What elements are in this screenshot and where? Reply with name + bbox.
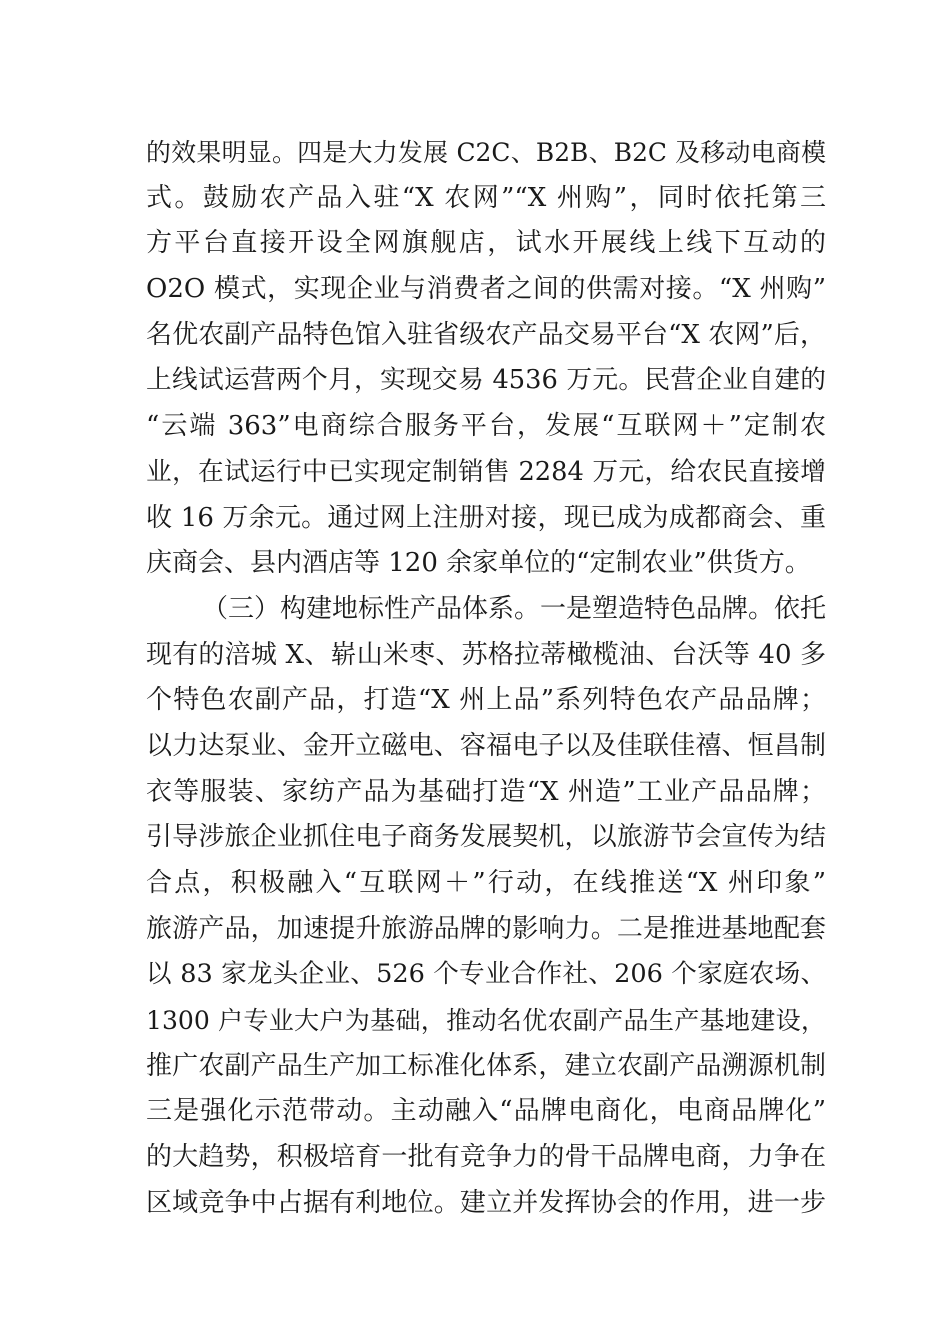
text-line: 合点，积极融入“互联网＋”行动，在线推送“X 州印象” — [146, 868, 826, 898]
text-line: 业，在试运行中已实现定制销售 2284 万元，给农民直接增 — [146, 456, 826, 487]
text-line: 上线试运营两个月，实现交易 4536 万元。民营企业自建的 — [146, 365, 826, 396]
text-line: 衣等服装、家纺产品为基础打造“X 州造”工业产品品牌； — [146, 776, 826, 807]
text-line: 1300 户专业大户为基础，推动名优农副产品生产基地建设， — [146, 1006, 826, 1036]
text-line: 名优农副产品特色馆入驻省级农产品交易平台“X 农网”后， — [146, 319, 826, 350]
text-line: 的效果明显。四是大力发展 C2C、B2B、B2C 及移动电商模 — [146, 138, 826, 167]
text-line: 式。鼓励农产品入驻“X 农网”“X 州购”，同时依托第三 — [146, 182, 826, 213]
text-line: 个特色农副产品，打造“X 州上品”系列特色农产品品牌； — [146, 685, 826, 716]
text-line: 以 83 家龙头企业、526 个专业合作社、206 个家庭农场、 — [146, 959, 826, 990]
text-line: 现有的涪城 X、崭山米枣、苏格拉蒂橄榄油、台沃等 40 多 — [146, 639, 826, 670]
text-line: 三是强化示范带动。主动融入“品牌电商化，电商品牌化” — [146, 1096, 826, 1127]
text-line: 以力达泵业、金开立磁电、容福电子以及佳联佳禧、恒昌制 — [146, 730, 826, 761]
text-line: 的大趋势，积极培育一批有竞争力的骨干品牌电商，力争在 — [146, 1142, 826, 1173]
text-line: “云端 363”电商综合服务平台，发展“互联网＋”定制农 — [146, 411, 826, 442]
text-line: 旅游产品，加速提升旅游品牌的影响力。二是推进基地配套 — [146, 913, 826, 944]
text-line: 方平台直接开设全网旗舰店，试水开展线上线下互动的 — [146, 228, 826, 259]
text-line: 推广农副产品生产加工标准化体系，建立农副产品溯源机制 — [146, 1050, 826, 1081]
text-line: 收 16 万余元。通过网上注册对接，现已成为成都商会、重 — [146, 502, 826, 533]
text-line: 区域竞争中占据有利地位。建立并发挥协会的作用，进一步 — [146, 1187, 826, 1218]
text-line: 庆商会、县内酒店等 120 余家单位的“定制农业”供货方。 — [146, 548, 811, 579]
text-line: O2O 模式，实现企业与消费者之间的供需对接。“X 州购” — [146, 274, 826, 305]
section-heading-line: （三）构建地标性产品体系。一是塑造特色品牌。依托 — [202, 593, 827, 624]
text-line: 引导涉旅企业抓住电子商务发展契机，以旅游节会宣传为结 — [146, 822, 826, 853]
body-text — [146, 130, 826, 1227]
